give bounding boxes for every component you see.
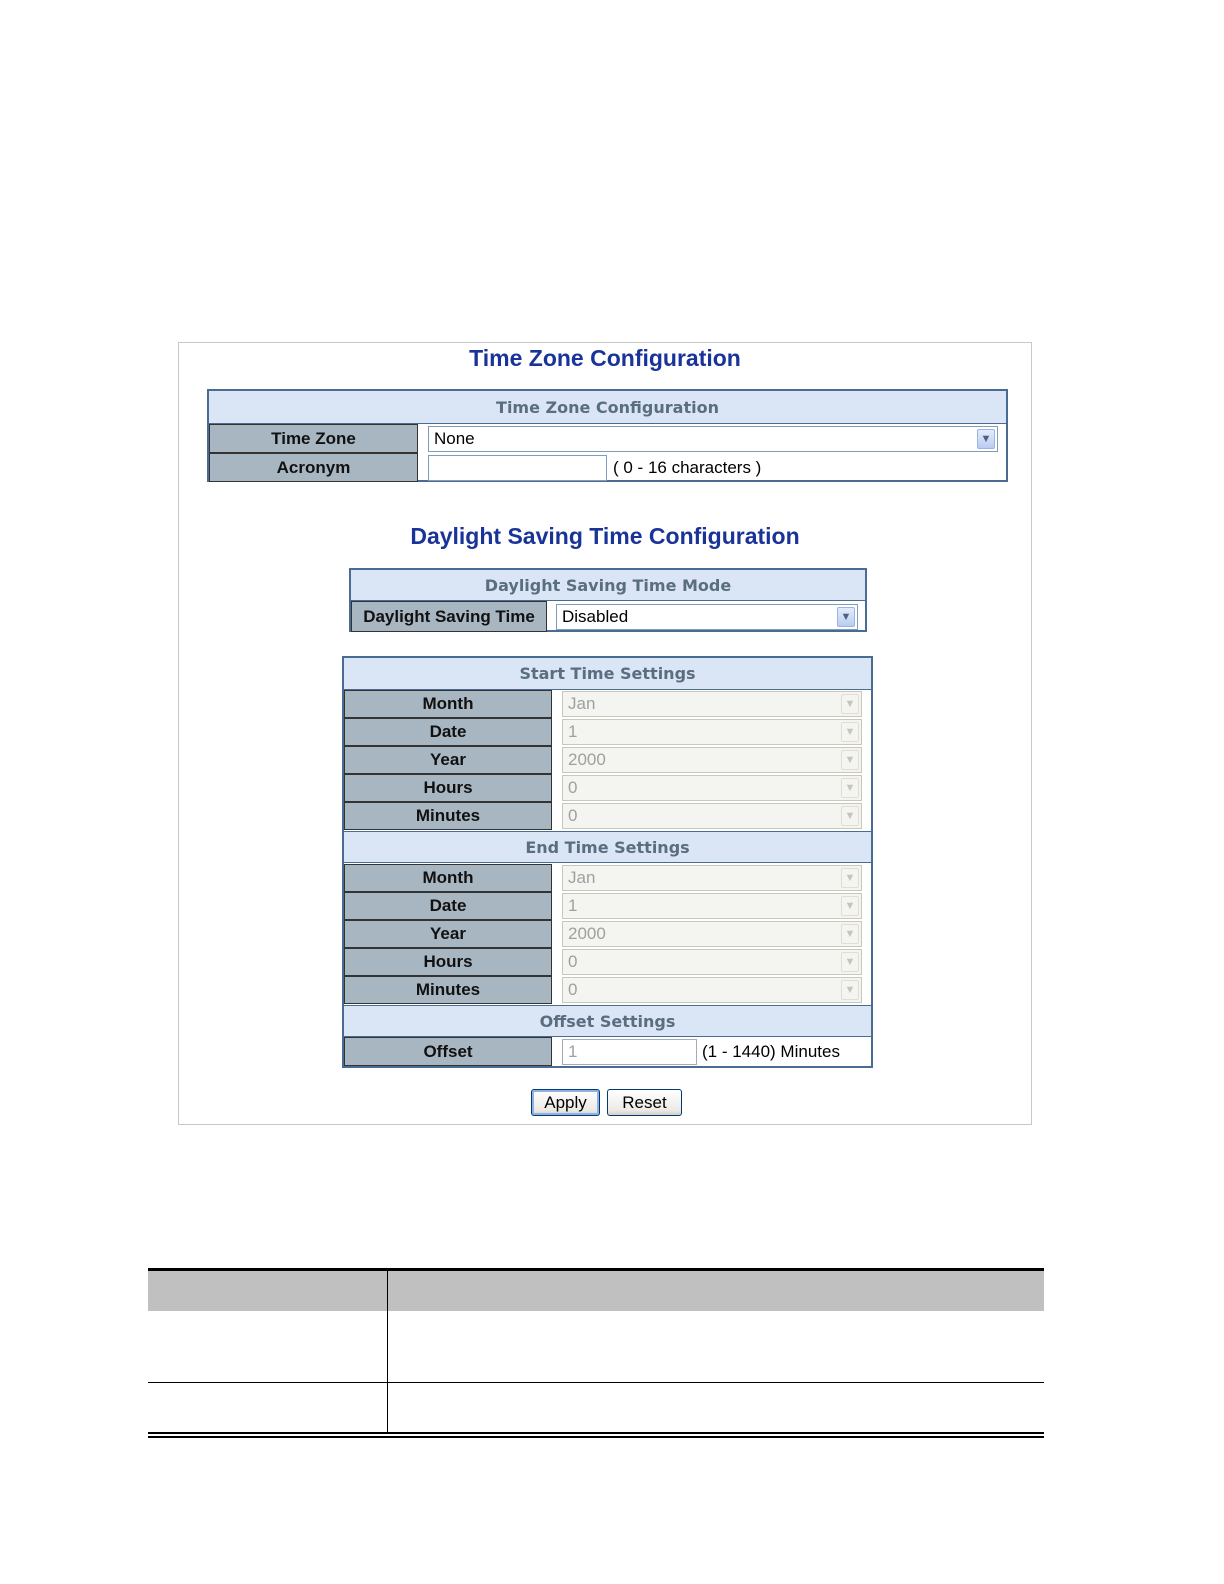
start-hours-value: 0 [568, 778, 578, 797]
table-bottom-border [148, 1432, 1044, 1434]
chevron-down-icon[interactable]: ▼ [841, 896, 859, 916]
start-time-header: Start Time Settings [344, 658, 871, 690]
chevron-down-icon[interactable]: ▼ [841, 980, 859, 1000]
end-date-label: Date [344, 892, 552, 920]
time-zone-select[interactable] [428, 426, 998, 452]
start-minutes-label: Minutes [344, 802, 552, 830]
offset-note: (1 - 1440) Minutes [702, 1041, 840, 1061]
apply-button[interactable]: Apply [531, 1089, 600, 1116]
end-hours-select[interactable] [562, 949, 862, 975]
config-panel [178, 342, 1032, 1125]
end-year-select[interactable] [562, 921, 862, 947]
table-header-row [148, 1271, 1044, 1311]
chevron-down-icon[interactable]: ▼ [837, 607, 855, 627]
time-zone-table [207, 389, 1008, 482]
offset-input[interactable]: 1 [562, 1039, 697, 1065]
time-zone-label: Time Zone [209, 424, 418, 453]
offset-header: Offset Settings [344, 1005, 871, 1037]
end-hours-label: Hours [344, 948, 552, 976]
start-date-select[interactable] [562, 719, 862, 745]
start-month-label: Month [344, 690, 552, 718]
dst-mode-table [349, 568, 867, 632]
start-month-value: Jan [568, 694, 596, 713]
reset-button[interactable]: Reset [607, 1089, 682, 1116]
start-hours-select[interactable] [562, 775, 862, 801]
end-time-header: End Time Settings [344, 831, 871, 863]
column-divider [387, 1271, 388, 1432]
table-bottom-border [148, 1436, 1044, 1438]
start-date-label: Date [344, 718, 552, 746]
chevron-down-icon[interactable]: ▼ [977, 429, 995, 449]
start-date-value: 1 [568, 722, 578, 741]
time-zone-table-header: Time Zone Configuration [209, 391, 1006, 424]
start-year-value: 2000 [568, 750, 606, 769]
chevron-down-icon[interactable]: ▼ [841, 868, 859, 888]
chevron-down-icon[interactable]: ▼ [841, 924, 859, 944]
acronym-input[interactable] [428, 455, 607, 481]
chevron-down-icon[interactable]: ▼ [841, 722, 859, 742]
dst-settings-table [342, 656, 873, 1068]
end-minutes-label: Minutes [344, 976, 552, 1004]
chevron-down-icon[interactable]: ▼ [841, 952, 859, 972]
acronym-note: ( 0 - 16 characters ) [613, 457, 762, 477]
end-minutes-select[interactable] [562, 977, 862, 1003]
page-title: Time Zone Configuration [469, 345, 741, 371]
dst-select[interactable] [556, 604, 858, 630]
start-hours-label: Hours [344, 774, 552, 802]
dst-label: Daylight Saving Time [351, 601, 547, 632]
end-year-label: Year [344, 920, 552, 948]
chevron-down-icon[interactable]: ▼ [841, 694, 859, 714]
end-year-value: 2000 [568, 924, 606, 943]
end-minutes-value: 0 [568, 980, 578, 999]
chevron-down-icon[interactable]: ▼ [841, 806, 859, 826]
time-zone-value: None [434, 429, 475, 448]
acronym-label: Acronym [209, 453, 418, 482]
end-month-value: Jan [568, 868, 596, 887]
chevron-down-icon[interactable]: ▼ [841, 778, 859, 798]
dst-mode-header: Daylight Saving Time Mode [351, 570, 865, 601]
end-hours-value: 0 [568, 952, 578, 971]
start-minutes-select[interactable] [562, 803, 862, 829]
dst-value: Disabled [562, 607, 629, 626]
end-month-label: Month [344, 864, 552, 892]
start-minutes-value: 0 [568, 806, 578, 825]
start-year-select[interactable] [562, 747, 862, 773]
start-year-label: Year [344, 746, 552, 774]
end-date-value: 1 [568, 896, 578, 915]
end-month-select[interactable] [562, 865, 862, 891]
chevron-down-icon[interactable]: ▼ [841, 750, 859, 770]
start-month-select[interactable] [562, 691, 862, 717]
row-divider [148, 1382, 1044, 1383]
offset-label: Offset [344, 1037, 552, 1066]
end-date-select[interactable] [562, 893, 862, 919]
dst-title: Daylight Saving Time Configuration [410, 523, 800, 549]
